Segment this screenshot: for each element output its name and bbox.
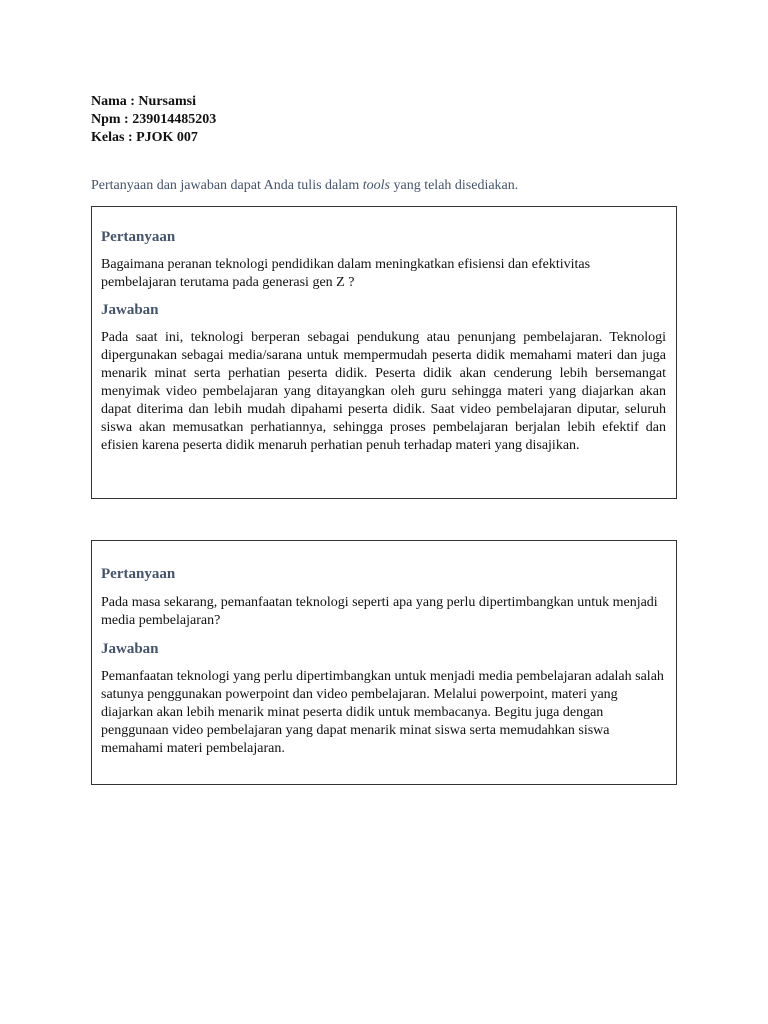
instruction-emphasis: tools bbox=[362, 178, 390, 193]
qa-box-2 bbox=[91, 540, 677, 785]
question-label: Pertanyaan bbox=[101, 566, 176, 582]
student-info bbox=[91, 93, 216, 147]
answer-text: Pada saat ini, teknologi berperan sebagai pendukung atau penunjang pembelajaran. Teknologi dipergunakan sebagai media/sarana untuk mempermudah peserta didik memahami materi dan juga menarik minat serta perhatian peserta didik. Peserta didik akan cenderung lebih bersemangat menyimak video pembelajaran yang ditayangkan oleh guru sehingga materi yang diajarkan akan dapat diterima dan lebih mudah dipahami peserta didik. Saat video pembelajaran diputar, seluruh siswa akan memusatkan perhatiannya, sehingga proses pembelajaran berjalan lebih efektif dan efisien karena peserta didik menaruh perhatian penuh terhadap materi yang disajikan. bbox=[101, 330, 666, 453]
instruction-before: Pertanyaan dan jawaban dapat Anda tulis dalam bbox=[91, 178, 360, 193]
student-name: Nama : Nursamsi bbox=[91, 94, 196, 109]
answer-text: Pemanfaatan teknologi yang perlu dipertimbangkan untuk menjadi media pembelajaran adalah salah satunya penggunakan powerpoint dan video pembelajaran. Melalui powerpoint, materi yang diajarkan akan lebih menarik minat peserta didik untuk membacanya. Begitu juga dengan penggunaan video pembelajaran yang dapat menarik minat siswa serta memudahkan siswa memahami materi pembelajaran. bbox=[101, 669, 664, 756]
student-npm: Npm : 239014485203 bbox=[91, 112, 217, 127]
instruction-after: yang telah disediakan. bbox=[393, 178, 519, 193]
student-class: Kelas : PJOK 007 bbox=[91, 130, 198, 145]
answer-label: Jawaban bbox=[101, 641, 159, 657]
question-text: Pada masa sekarang, pemanfaatan teknologi seperti apa yang perlu dipertimbangkan untuk menjadi media pembelajaran? bbox=[101, 595, 658, 628]
answer-label: Jawaban bbox=[101, 302, 159, 318]
qa-box-1 bbox=[91, 206, 677, 499]
question-text: Bagaimana peranan teknologi pendidikan dalam meningkatkan efisiensi dan efektivitas pembelajaran terutama pada generasi gen Z ? bbox=[101, 257, 591, 290]
question-label: Pertanyaan bbox=[101, 229, 176, 245]
instruction-text bbox=[91, 177, 518, 195]
